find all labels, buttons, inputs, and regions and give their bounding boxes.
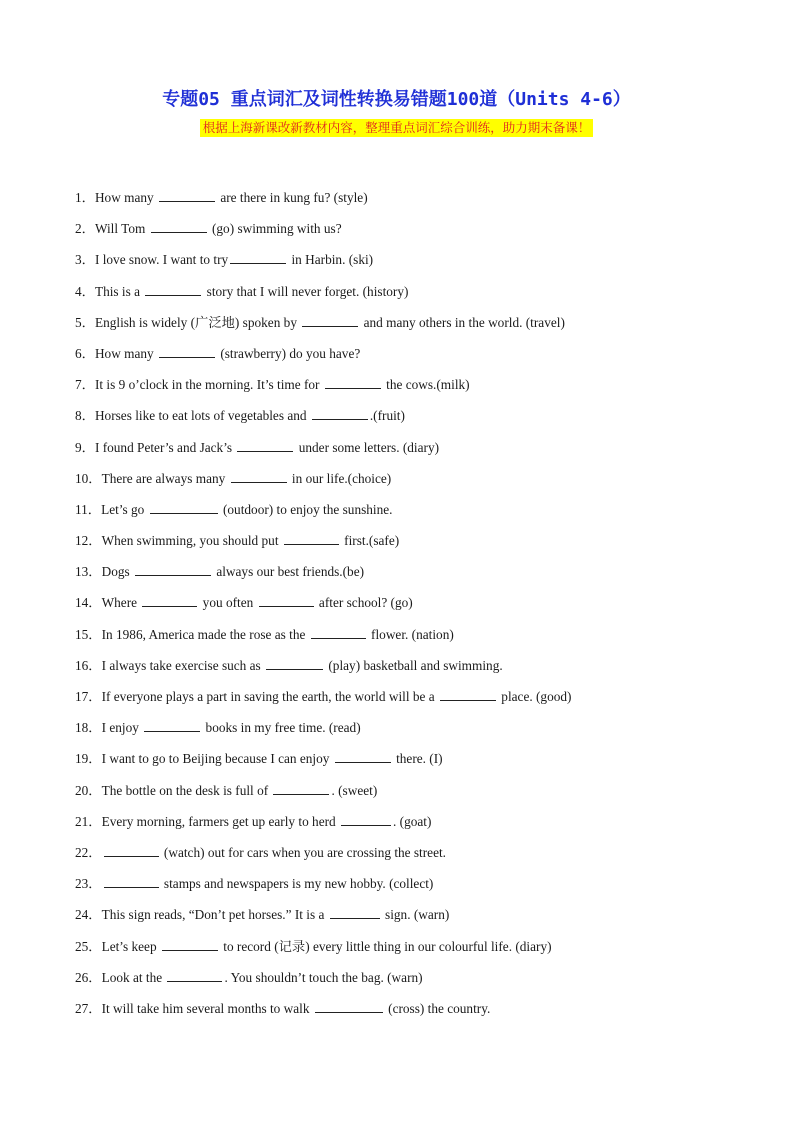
question-item bbox=[75, 967, 765, 998]
question-number: 26． bbox=[75, 969, 102, 985]
question-item bbox=[75, 998, 765, 1029]
question-text: flower. (nation) bbox=[367, 626, 454, 642]
question-number: 15． bbox=[75, 626, 102, 642]
question-item bbox=[75, 624, 765, 655]
question-text: Dogs bbox=[101, 564, 133, 580]
subtitle-banner bbox=[0, 119, 793, 137]
question-text: How many bbox=[94, 190, 157, 205]
question-text: under some letters. (diary) bbox=[295, 439, 440, 455]
question-item bbox=[75, 343, 765, 374]
question-text: It will take him several months to walk bbox=[101, 1000, 313, 1016]
question-item bbox=[75, 561, 765, 592]
question-text: I love snow. I want to try bbox=[94, 252, 229, 268]
question-number: 19． bbox=[75, 751, 102, 767]
question-text: How many bbox=[94, 345, 157, 361]
answer-blank[interactable] bbox=[273, 780, 329, 795]
question-number: 9． bbox=[75, 439, 95, 455]
answer-blank[interactable] bbox=[142, 592, 197, 607]
question-item bbox=[75, 281, 765, 312]
question-item bbox=[75, 873, 765, 904]
answer-blank[interactable] bbox=[104, 873, 159, 888]
question-text: I found Peter’s and Jack’s bbox=[94, 439, 236, 455]
question-item bbox=[75, 780, 765, 811]
question-text: This sign reads, “Don’t pet horses.” It is a bbox=[101, 907, 328, 923]
question-text: and many others in the world. (travel) bbox=[360, 314, 565, 330]
answer-blank[interactable] bbox=[284, 530, 339, 545]
question-text: place. (good) bbox=[497, 689, 572, 704]
answer-blank[interactable] bbox=[144, 717, 200, 732]
question-number: 6． bbox=[75, 345, 95, 361]
question-text: When swimming, you should put bbox=[101, 533, 282, 549]
question-item bbox=[75, 187, 765, 218]
question-text: . (goat) bbox=[393, 813, 432, 829]
question-number: 1． bbox=[75, 190, 95, 205]
answer-blank[interactable] bbox=[231, 468, 287, 483]
question-text: stamps and newspapers is my new hobby. (collect) bbox=[160, 876, 434, 892]
question-text: (outdoor) to enjoy the sunshine. bbox=[219, 501, 393, 517]
subtitle-text: 根据上海新课改新教材内容，整理重点词汇综合训练，助力期末备课！ bbox=[200, 119, 594, 137]
question-item bbox=[75, 374, 765, 405]
question-number: 5． bbox=[75, 314, 95, 330]
question-text: after school? (go) bbox=[315, 595, 413, 611]
answer-blank[interactable] bbox=[159, 187, 215, 202]
question-text: If everyone plays a part in saving the earth, the world will be a bbox=[101, 689, 438, 704]
question-number: 2． bbox=[75, 221, 95, 237]
question-text: I always take exercise such as bbox=[101, 657, 265, 673]
question-item bbox=[75, 312, 765, 343]
question-number: 3． bbox=[75, 252, 95, 268]
question-text: . (sweet) bbox=[331, 782, 378, 798]
question-item bbox=[75, 842, 765, 873]
question-text: Look at the bbox=[101, 969, 166, 985]
answer-blank[interactable] bbox=[237, 437, 293, 452]
question-item bbox=[75, 748, 765, 779]
question-text: It is 9 o’clock in the morning. It’s time for bbox=[94, 377, 323, 393]
question-text: (go) swimming with us? bbox=[208, 221, 342, 237]
question-item bbox=[75, 904, 765, 935]
question-item bbox=[75, 437, 765, 468]
question-number: 7． bbox=[75, 377, 95, 393]
page-title: 专题05 重点词汇及词性转换易错题100道（Units 4-6） bbox=[162, 89, 631, 110]
question-item bbox=[75, 717, 765, 748]
question-item bbox=[75, 249, 765, 280]
question-number: 24． bbox=[75, 907, 102, 923]
question-text: books in my free time. (read) bbox=[202, 720, 361, 736]
question-number: 25． bbox=[75, 938, 102, 954]
question-number: 27． bbox=[75, 1000, 102, 1016]
question-text: Let’s go bbox=[101, 501, 148, 517]
question-number: 16． bbox=[75, 657, 102, 673]
answer-blank[interactable] bbox=[312, 405, 368, 420]
question-number: 8． bbox=[75, 408, 95, 424]
question-list bbox=[75, 187, 765, 1029]
answer-blank[interactable] bbox=[311, 624, 366, 639]
question-text: In 1986, America made the rose as the bbox=[101, 626, 309, 642]
question-number: 22． bbox=[75, 844, 102, 860]
answer-blank[interactable] bbox=[150, 499, 218, 514]
question-item bbox=[75, 811, 765, 842]
question-text: first.(safe) bbox=[340, 533, 400, 549]
answer-blank[interactable] bbox=[159, 343, 215, 358]
question-text: in Harbin. (ski) bbox=[288, 252, 374, 268]
question-text: The bottle on the desk is full of bbox=[101, 782, 272, 798]
question-text: to record (记录) every little thing in our colourful life. (diary) bbox=[219, 938, 552, 954]
question-text: . You shouldn’t touch the bag. (warn) bbox=[224, 969, 423, 985]
question-number: 20． bbox=[75, 782, 102, 798]
question-number: 18． bbox=[75, 720, 102, 736]
question-item bbox=[75, 499, 765, 530]
question-item bbox=[75, 530, 765, 561]
answer-blank[interactable] bbox=[167, 967, 222, 982]
question-text: .(fruit) bbox=[369, 408, 405, 424]
question-number: 21． bbox=[75, 813, 102, 829]
answer-blank[interactable] bbox=[335, 748, 391, 763]
answer-blank[interactable] bbox=[151, 218, 207, 233]
answer-blank[interactable] bbox=[259, 592, 314, 607]
question-text: Every morning, farmers get up early to herd bbox=[101, 813, 340, 829]
question-text: (watch) out for cars when you are crossing the street. bbox=[160, 844, 447, 860]
question-text: English is widely (广泛地) spoken by bbox=[94, 314, 301, 330]
answer-blank[interactable] bbox=[104, 842, 159, 857]
question-text: Will Tom bbox=[94, 221, 149, 237]
answer-blank[interactable] bbox=[302, 312, 358, 327]
question-text: are there in kung fu? (style) bbox=[217, 190, 368, 205]
question-text: Where bbox=[101, 595, 141, 611]
answer-blank[interactable] bbox=[145, 281, 201, 296]
question-item bbox=[75, 686, 765, 717]
question-item bbox=[75, 655, 765, 686]
question-text: you often bbox=[199, 595, 257, 611]
question-text: (play) basketball and swimming. bbox=[325, 657, 503, 673]
question-text: This is a bbox=[94, 283, 144, 299]
question-text: there. (I) bbox=[392, 751, 443, 767]
answer-blank[interactable] bbox=[325, 374, 381, 389]
question-item bbox=[75, 936, 765, 967]
question-text: always our best friends.(be) bbox=[213, 564, 365, 580]
question-item bbox=[75, 592, 765, 623]
answer-blank[interactable] bbox=[135, 561, 211, 576]
question-text: the cows.(milk) bbox=[382, 377, 470, 393]
question-text: I want to go to Beijing because I can enjoy bbox=[101, 751, 333, 767]
question-text: in our life.(choice) bbox=[288, 470, 392, 486]
answer-blank[interactable] bbox=[330, 904, 380, 919]
answer-blank[interactable] bbox=[266, 655, 323, 670]
question-text: (cross) the country. bbox=[384, 1000, 491, 1016]
question-item bbox=[75, 218, 765, 249]
question-item bbox=[75, 468, 765, 499]
question-text: Horses like to eat lots of vegetables and bbox=[94, 408, 310, 424]
answer-blank[interactable] bbox=[440, 686, 496, 701]
question-text: story that I will never forget. (history) bbox=[203, 283, 409, 299]
question-number: 11． bbox=[75, 501, 102, 517]
question-item bbox=[75, 405, 765, 436]
answer-blank[interactable] bbox=[162, 936, 218, 951]
question-text: I enjoy bbox=[101, 720, 143, 736]
answer-blank[interactable] bbox=[315, 998, 383, 1013]
question-number: 17． bbox=[75, 689, 102, 704]
question-text: sign. (warn) bbox=[381, 907, 450, 923]
answer-blank[interactable] bbox=[230, 249, 286, 264]
question-text: Let’s keep bbox=[101, 938, 160, 954]
question-number: 12． bbox=[75, 533, 102, 549]
question-number: 13． bbox=[75, 564, 102, 580]
question-number: 10． bbox=[75, 470, 102, 486]
question-number: 23． bbox=[75, 876, 102, 892]
question-number: 4． bbox=[75, 283, 95, 299]
question-text: There are always many bbox=[101, 470, 229, 486]
answer-blank[interactable] bbox=[341, 811, 391, 826]
question-number: 14． bbox=[75, 595, 102, 611]
question-text: (strawberry) do you have? bbox=[217, 345, 361, 361]
